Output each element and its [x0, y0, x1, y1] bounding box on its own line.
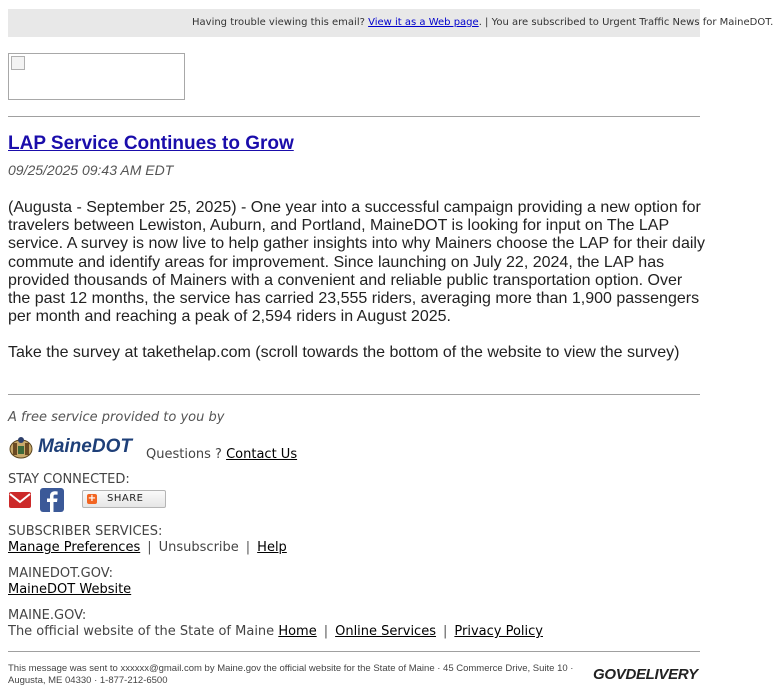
article-body	[8, 199, 708, 326]
govdelivery-logo[interactable]: GOVDELIVERY	[593, 666, 698, 683]
share-plus-icon: +	[87, 493, 97, 504]
article-paragraph: (Augusta - September 25, 2025) - One year into a successful campaign providing a new option for travelers between Lewiston, Auburn, and Portland, MaineDOT is looking for input on The LAP service. A survey is now live to help gather insights into why Mainers choose the LAP for their daily commute and identify areas for improvement. Since launching on July 22, 2024, the LAP has provided thousands of Mainers with a convenient and reliable public transportation option. Over the past 12 months, the service has carried 23,555 riders, averaging more than 1,900 passengers per month and reaching a peak of 2,594 riders in August 2025.	[8, 199, 705, 326]
questions-label: Questions ?	[146, 447, 222, 462]
separator: |	[147, 540, 152, 555]
top-banner-text	[192, 17, 773, 28]
privacy-policy-link[interactable]: Privacy Policy	[454, 624, 543, 639]
help-link[interactable]: Help	[257, 540, 287, 555]
separator: |	[442, 624, 448, 639]
stay-connected-heading: STAY CONNECTED:	[8, 472, 130, 487]
divider	[8, 651, 700, 652]
maine-seal-icon	[8, 434, 34, 460]
subscriber-services-heading: SUBSCRIBER SERVICES:	[8, 524, 163, 539]
header-image-placeholder	[8, 53, 185, 100]
article-title-link[interactable]: LAP Service Continues to Grow	[8, 133, 294, 154]
footer-message: This message was sent to xxxxxx@gmail.com by Maine.gov the official website for the State of Maine · 45 Commerce Drive, Suite 10 · Augusta, ME 04330 · 1-877-212-6500	[8, 663, 574, 686]
manage-preferences-link[interactable]: Manage Preferences	[8, 540, 141, 555]
email-icon[interactable]	[8, 488, 32, 512]
separator: |	[245, 540, 251, 555]
subscription-text: . | You are subscribed to Urgent Traffic News for MaineDOT.	[478, 17, 773, 28]
mainedot-gov-heading: MAINEDOT.GOV:	[8, 566, 113, 581]
maine-gov-links	[8, 624, 543, 639]
unsubscribe-text[interactable]: Unsubscribe	[158, 540, 239, 555]
mainedot-website-link[interactable]: MaineDOT Website	[8, 582, 132, 597]
survey-text: Take the survey at takethelap.com (scroll towards the bottom of the website to view the survey)	[8, 344, 680, 361]
maine-gov-description: The official website of the State of Maine	[8, 624, 275, 639]
online-services-link[interactable]: Online Services	[335, 624, 436, 639]
share-button[interactable]	[82, 490, 166, 508]
questions-row	[146, 447, 297, 462]
divider	[8, 394, 700, 395]
view-web-page-link[interactable]: View it as a Web page	[368, 17, 479, 28]
trouble-viewing-text: Having trouble viewing this email?	[192, 17, 365, 28]
mainedot-website-row	[8, 582, 131, 597]
broken-image-icon	[11, 56, 25, 70]
article-date: 09/25/2025 09:43 AM EDT	[8, 162, 174, 178]
subscriber-links	[8, 540, 287, 555]
divider	[8, 116, 700, 117]
share-label: SHARE	[107, 493, 144, 504]
maine-gov-heading: MAINE.GOV:	[8, 608, 87, 623]
agency-name: MaineDOT	[38, 436, 132, 457]
mainedot-logo[interactable]	[8, 432, 132, 462]
separator: |	[323, 624, 329, 639]
free-service-text: A free service provided to you by	[8, 410, 225, 425]
facebook-icon[interactable]	[40, 488, 64, 512]
contact-us-link[interactable]: Contact Us	[226, 447, 298, 462]
home-link[interactable]: Home	[278, 624, 317, 639]
top-banner	[8, 9, 773, 37]
